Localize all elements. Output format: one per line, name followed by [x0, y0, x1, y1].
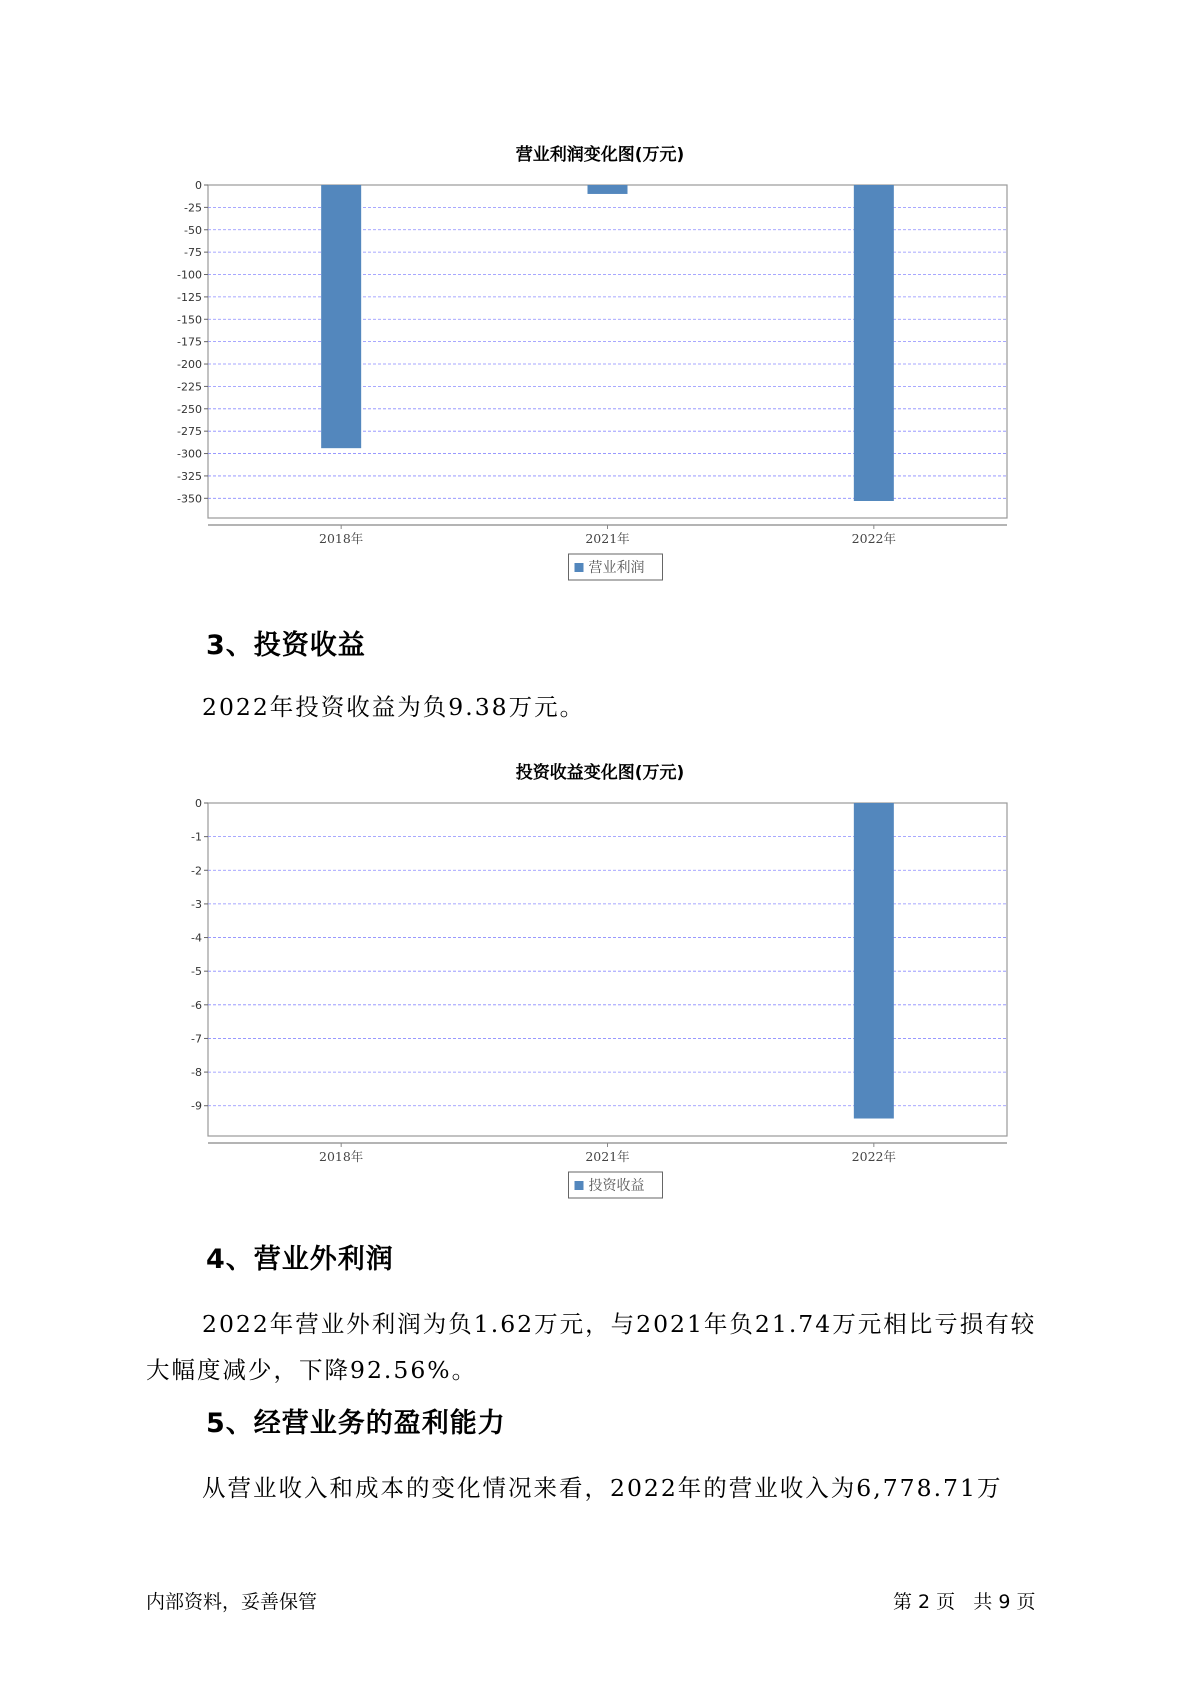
section-heading-investment-income: 3、投资收益 — [206, 630, 366, 661]
bar-2022年 — [854, 185, 894, 501]
legend-label: 营业利润 — [588, 560, 645, 576]
footer-confidential-note: 内部资料，妥善保管 — [146, 1591, 318, 1613]
y-tick-label: -25 — [184, 201, 202, 215]
non-operating-profit-paragraph-line1: 2022年营业外利润为负1.62万元，与2021年负21.74万元相比亏损有较 — [202, 1310, 1037, 1338]
y-tick-label: -100 — [177, 268, 202, 282]
bar-2018年 — [321, 185, 361, 448]
non-operating-profit-paragraph-line2: 大幅度减少，下降92.56%。 — [146, 1356, 478, 1384]
y-tick-label: -7 — [191, 1032, 202, 1046]
bar-2022年 — [854, 803, 894, 1119]
bar-2021年 — [588, 185, 628, 194]
x-tick-label: 2021年 — [585, 1149, 630, 1164]
y-tick-label: -250 — [177, 402, 202, 416]
investment-income-chart — [150, 756, 1050, 1194]
x-tick-label: 2018年 — [319, 1149, 364, 1164]
profitability-paragraph: 从营业收入和成本的变化情况来看，2022年的营业收入为6,778.71万 — [202, 1474, 1003, 1502]
y-tick-label: -6 — [191, 998, 202, 1012]
y-tick-label: -1 — [191, 830, 202, 844]
y-tick-label: -225 — [177, 380, 202, 394]
y-tick-label: -325 — [177, 469, 202, 483]
y-tick-label: -3 — [191, 897, 202, 911]
x-tick-label: 2022年 — [851, 531, 896, 546]
y-tick-label: 0 — [195, 797, 202, 810]
y-tick-label: -125 — [177, 290, 202, 304]
legend-swatch — [575, 1181, 584, 1190]
y-tick-label: -8 — [191, 1066, 202, 1080]
y-tick-label: -4 — [191, 931, 202, 945]
operating-profit-chart-svg — [150, 138, 1050, 576]
chart-title: 营业利润变化图(万元) — [515, 145, 685, 165]
section-heading-non-operating-profit: 4、营业外利润 — [206, 1244, 394, 1275]
operating-profit-chart — [150, 138, 1050, 576]
y-tick-label: -275 — [177, 425, 202, 439]
y-tick-label: -2 — [191, 864, 202, 878]
investment-income-paragraph: 2022年投资收益为负9.38万元。 — [202, 693, 586, 721]
chart-title: 投资收益变化图(万元) — [515, 763, 685, 783]
y-tick-label: -75 — [184, 246, 202, 260]
x-tick-label: 2018年 — [319, 531, 364, 546]
x-tick-label: 2022年 — [851, 1149, 896, 1164]
legend-swatch — [575, 563, 584, 572]
y-tick-label: -150 — [177, 313, 202, 327]
y-tick-label: -175 — [177, 335, 202, 349]
legend-label: 投资收益 — [588, 1178, 645, 1194]
y-tick-label: -350 — [177, 492, 202, 506]
y-tick-label: -5 — [191, 965, 202, 979]
y-tick-label: -200 — [177, 358, 202, 372]
y-tick-label: -9 — [191, 1099, 202, 1113]
x-tick-label: 2021年 — [585, 531, 630, 546]
y-tick-label: 0 — [195, 179, 202, 192]
footer-page-number: 第 2 页 共 9 页 — [893, 1591, 1036, 1613]
y-tick-label: -50 — [184, 223, 202, 237]
section-heading-profitability: 5、经营业务的盈利能力 — [206, 1408, 506, 1439]
y-tick-label: -300 — [177, 447, 202, 461]
investment-income-chart-svg — [150, 756, 1050, 1194]
